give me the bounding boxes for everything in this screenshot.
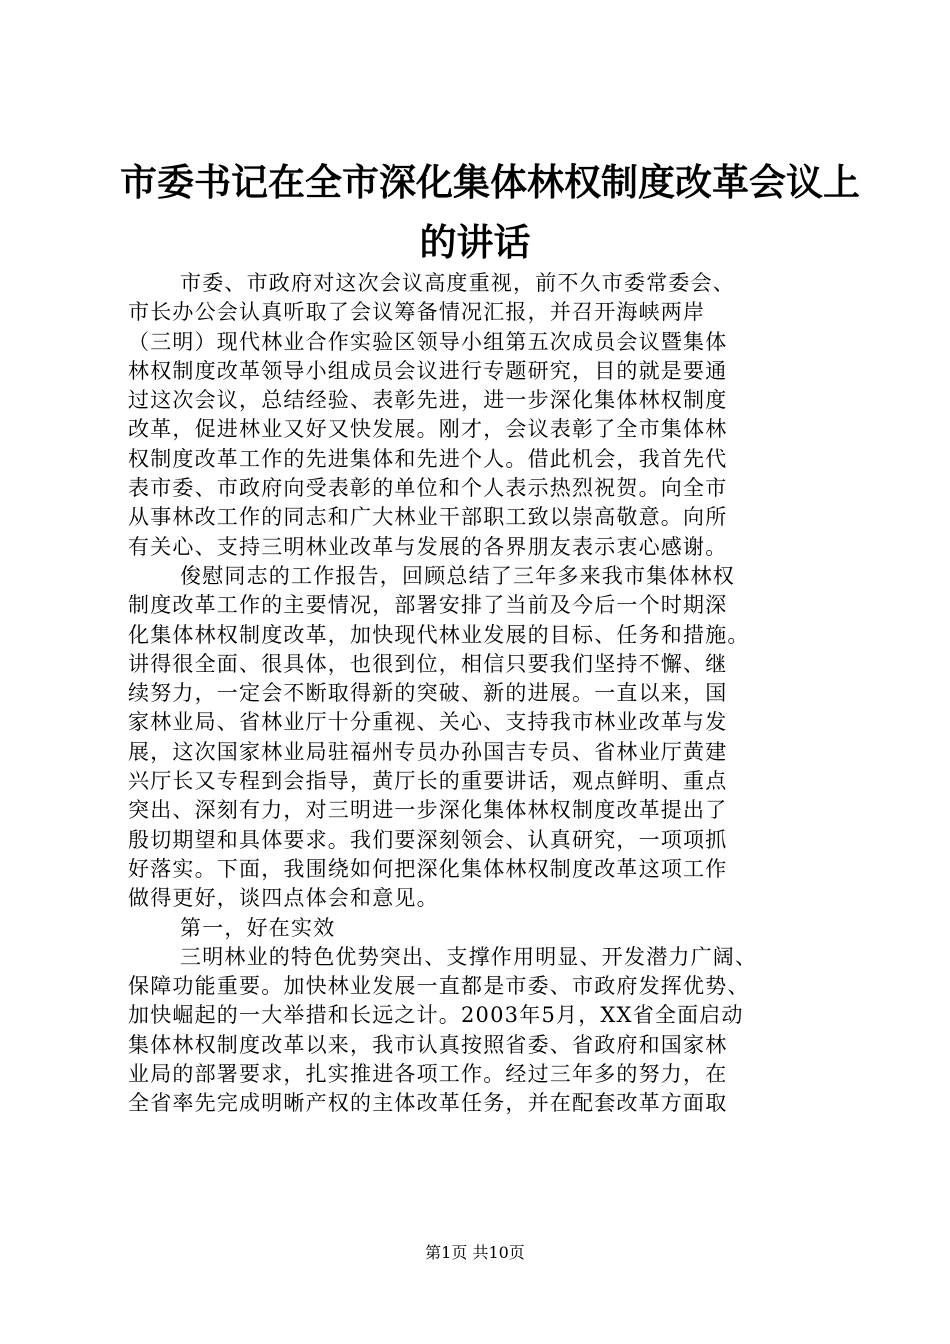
body-line: 讲得很全面、很具体，也很到位，相信只要我们坚持不懈、继: [128, 651, 728, 676]
document-body: [128, 269, 850, 1119]
body-line: 加快崛起的一大举措和长远之计。2003年5月，XX省全面启动: [128, 1003, 744, 1028]
page-footer: 第1页 共10页: [425, 1243, 525, 1262]
document-title-line-2: 的讲话: [419, 220, 531, 264]
body-line: 表市委、市政府向受表彰的单位和个人表示热烈祝贺。向全市: [128, 476, 728, 501]
body-line: 保障功能重要。加快林业发展一直都是市委、市政府发挥优势、: [128, 974, 750, 999]
body-line: 家林业局、省林业厅十分重视、关心、支持我市林业改革与发: [128, 710, 728, 735]
body-line: 俊慰同志的工作报告，回顾总结了三年多来我市集体林权: [180, 563, 735, 588]
body-line: 从事林改工作的同志和广大林业干部职工致以崇高敬意。向所: [128, 505, 728, 530]
section-heading: 第一，好在实效: [180, 915, 336, 940]
body-line: 三明林业的特色优势突出、支撑作用明显、开发潜力广阔、: [180, 944, 758, 969]
body-line: 市长办公会认真听取了会议筹备情况汇报，并召开海峡两岸: [128, 300, 706, 325]
body-line: 全省率先完成明晰产权的主体改革任务，并在配套改革方面取: [128, 1091, 728, 1116]
body-line: 林权制度改革领导小组成员会议进行专题研究，目的就是要通: [128, 358, 728, 383]
body-line: 突出、深刻有力，对三明进一步深化集体林权制度改革提出了: [128, 798, 728, 823]
body-line: 做得更好，谈四点体会和意见。: [128, 886, 439, 911]
body-line: 过这次会议，总结经验、表彰先进，进一步深化集体林权制度: [128, 388, 728, 413]
body-line: 权制度改革工作的先进集体和先进个人。借此机会，我首先代: [128, 446, 728, 471]
body-line: 续努力，一定会不断取得新的突破、新的进展。一直以来，国: [128, 681, 728, 706]
body-line: 殷切期望和具体要求。我们要深刻领会、认真研究，一项项抓: [128, 827, 728, 852]
body-line: （三明）现代林业合作实验区领导小组第五次成员会议暨集体: [128, 329, 728, 354]
body-line: 好落实。下面，我围绕如何把深化集体林权制度改革这项工作: [128, 856, 728, 881]
body-line: 业局的部署要求，扎实推进各项工作。经过三年多的努力，在: [128, 1062, 728, 1087]
body-line: 化集体林权制度改革，加快现代林业发展的目标、任务和措施。: [128, 622, 750, 647]
document-title-line-1: 市委书记在全市深化集体林权制度改革会议上: [120, 160, 860, 204]
body-line: 有关心、支持三明林业改革与发展的各界朋友表示衷心感谢。: [128, 534, 728, 559]
body-line: 制度改革工作的主要情况，部署安排了当前及今后一个时期深: [128, 593, 728, 618]
body-line: 市委、市政府对这次会议高度重视，前不久市委常委会、: [180, 271, 735, 295]
body-line: 集体林权制度改革以来，我市认真按照省委、省政府和国家林: [128, 1032, 728, 1057]
body-line: 兴厅长又专程到会指导，黄厅长的重要讲话，观点鲜明、重点: [128, 769, 728, 794]
body-line: 展，这次国家林业局驻福州专员办孙国吉专员、省林业厅黄建: [128, 739, 728, 764]
body-line: 改革，促进林业又好又快发展。刚才，会议表彰了全市集体林: [128, 417, 728, 442]
